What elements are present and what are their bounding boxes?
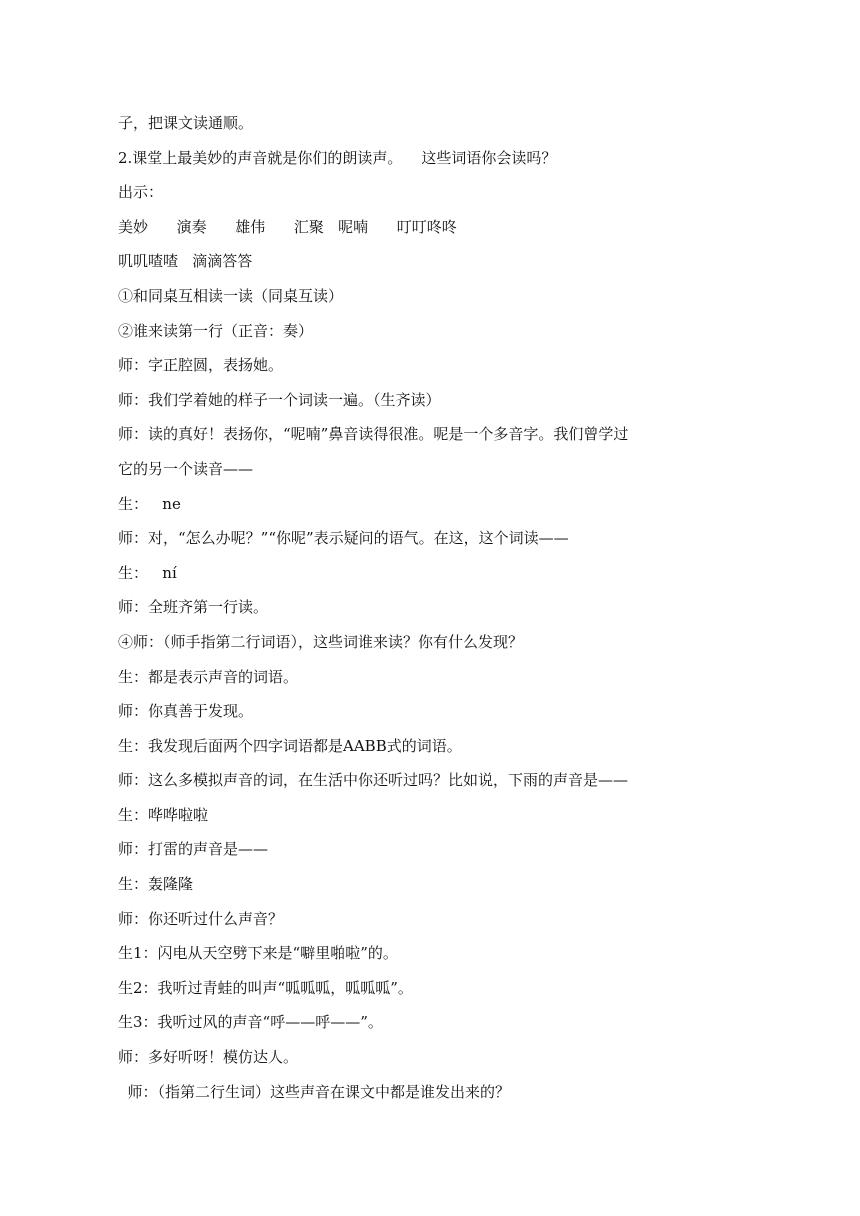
- text-line: 生1：闪电从天空劈下来是“噼里啪啦”的。: [118, 944, 398, 963]
- text-line: 生： ne: [118, 494, 181, 513]
- text-line: 师：读的真好！表扬你，“呢喃”鼻音读得很准。呢是一个多音字。我们曾学过: [118, 425, 629, 444]
- text-line: ④师：（师手指第二行词语），这些词谁来读？你有什么发现？: [118, 632, 524, 651]
- text-line: 生： ní: [118, 563, 177, 582]
- text-line: 师：这么多模拟声音的词，在生活中你还听过吗？比如说，下雨的声音是——: [118, 771, 629, 790]
- text-line: 师：你还听过什么声音？: [118, 909, 284, 928]
- text-line: 它的另一个读音——: [118, 459, 254, 478]
- document-body: [118, 106, 738, 1109]
- text-line: 师：全班齐第一行读。: [118, 598, 269, 617]
- text-line: 生：轰隆隆: [118, 875, 194, 894]
- text-line: 生：哗哗啦啦: [118, 805, 209, 824]
- text-line: 子，把课文读通顺。: [118, 114, 254, 132]
- text-line: 生：我发现后面两个四字词语都是AABB式的词语。: [118, 736, 462, 755]
- text-line: 美妙 演奏 雄伟 汇聚 呢喃 叮叮咚咚: [118, 217, 457, 236]
- text-line: 师：对，“怎么办呢？”“你呢”表示疑问的语气。在这，这个词读——: [118, 529, 569, 548]
- text-line: 生：都是表示声音的词语。: [118, 667, 299, 686]
- text-line: 叽叽喳喳 滴滴答答: [118, 252, 253, 271]
- text-line: 出示：: [118, 183, 164, 202]
- text-line: 师：打雷的声音是——: [118, 840, 269, 859]
- text-line: 师：（指第二行生词）这些声音在课文中都是谁发出来的？: [118, 1082, 511, 1101]
- text-line: 2.课堂上最美妙的声音就是你们的朗读声。 这些词语你会读吗？: [118, 148, 557, 167]
- text-line: 师：你真善于发现。: [118, 702, 254, 721]
- text-line: 生2：我听过青蛙的叫声“呱呱呱，呱呱呱”。: [118, 978, 413, 997]
- text-line: 生3：我听过风的声音“呼——呼——”。: [118, 1013, 383, 1032]
- text-line: 师：多好听呀！模仿达人。: [118, 1048, 299, 1067]
- text-line: 师：字正腔圆，表扬她。: [118, 356, 284, 375]
- text-line: ②谁来读第一行（正音：奏）: [118, 321, 314, 340]
- text-line: ①和同桌互相读一读（同桌互读）: [118, 286, 344, 305]
- text-line: 师：我们学着她的样子一个词读一遍。（生齐读）: [118, 390, 441, 409]
